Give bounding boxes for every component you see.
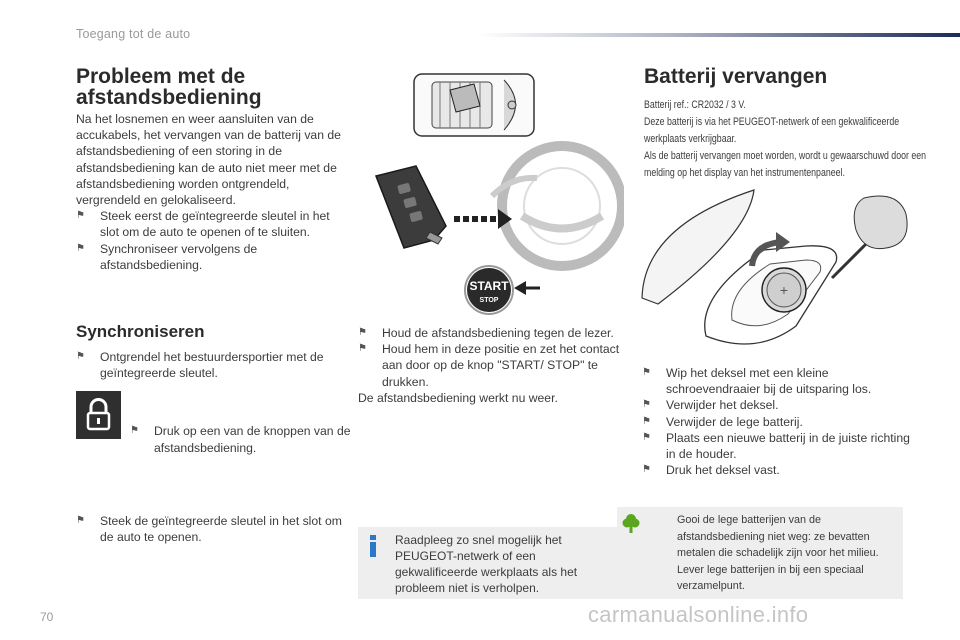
info-text: Raadpleeg zo snel mogelijk het PEUGEOT-netwerk of een gekwalificeerde werkplaats als het probleem niet is verholpen.	[395, 533, 578, 595]
flag-bullet-icon: ⚑	[642, 399, 651, 411]
problem-intro: Na het losnemen en weer aansluiten van de accukabels, het vervangen van de batterij van de afstandsbediening of een storing in de afstandsbediening kan de auto niet meer met de afstandsbediening worden ontgrendeld, vergrendeld en gelokaliseerd.	[76, 112, 341, 208]
flag-bullet-icon: ⚑	[642, 415, 651, 427]
problem-title-line1: Probleem met de	[76, 65, 246, 88]
problem-bullet-1: ⚑ Steek eerst de geïntegreerde sleutel in het slot om de auto te openen of te sluiten.	[76, 209, 330, 240]
key-sync-illustration	[362, 66, 624, 322]
battery-step-3: ⚑ Verwijder de lege batterij.	[642, 414, 803, 429]
battery-warning: Als de batterij vervangen moet worden, wordt u gewaarschuwd door een melding op het display van het instrumentenpaneel.	[644, 150, 927, 179]
flag-bullet-icon: ⚑	[642, 464, 651, 476]
middle-instructions	[358, 325, 623, 406]
page-number: 70	[40, 610, 54, 624]
screwdriver-icon	[832, 196, 907, 278]
flag-bullet-icon: ⚑	[358, 327, 367, 338]
sync-step-2: ⚑ Druk op een van de knoppen van de afstandsbediening.	[130, 424, 351, 455]
eco-box	[617, 507, 903, 599]
stop-label: STOP	[479, 297, 499, 304]
problem-body	[76, 111, 341, 273]
problem-bullet-2: ⚑ Synchroniseer vervolgens de afstandsbediening.	[76, 241, 258, 272]
middle-conclusion: De afstandsbediening werkt nu weer.	[358, 390, 558, 405]
sync-step-3: ⚑ Steek de geïntegreerde sleutel in het slot om de auto te openen.	[76, 513, 342, 545]
sync-step-1: ⚑ Ontgrendel het bestuurdersportier met de geïntegreerde sleutel.	[76, 350, 324, 381]
flag-bullet-icon: ⚑	[358, 343, 367, 355]
flag-bullet-icon: ⚑	[130, 425, 139, 437]
flag-bullet-icon: ⚑	[642, 431, 651, 443]
flag-bullet-icon: ⚑	[642, 367, 651, 378]
watermark: carmanualsonline.info	[588, 602, 809, 627]
problem-title	[76, 66, 346, 108]
flag-bullet-icon: ⚑	[76, 514, 85, 526]
problem-title-line2: afstandsbediening	[76, 86, 262, 109]
arrow-left-icon	[514, 281, 540, 295]
battery-availability: Deze batterij is via het PEUGEOT-netwerk of een gekwalificeerde werkplaats verkrijgbaar.	[644, 116, 900, 145]
flag-bullet-icon: ⚑	[76, 210, 85, 222]
battery-step-4: ⚑ Plaats een nieuwe batterij in de juiste richting in de houder.	[642, 430, 910, 462]
info-icon	[367, 535, 379, 557]
sync-title: Synchroniseren	[76, 322, 205, 341]
middle-bullet-2: ⚑ Houd hem in deze positie en zet het contact aan door op de knop "START/ STOP" te drukken.	[358, 342, 620, 389]
tree-icon	[622, 513, 640, 533]
car-top-view-icon	[414, 74, 534, 136]
start-stop-button-icon	[465, 266, 513, 314]
battery-step-1: ⚑ Wip het deksel met een kleine schroevendraaier bij de uitsparing los.	[642, 366, 872, 397]
steering-wheel-icon	[492, 146, 622, 266]
info-box	[358, 527, 620, 599]
flag-bullet-icon: ⚑	[76, 351, 85, 362]
battery-step-5: ⚑ Druk het deksel vast.	[642, 463, 780, 478]
start-label: START	[469, 279, 509, 293]
header-bar	[478, 33, 960, 37]
middle-bullet-1: ⚑ Houd de afstandsbediening tegen de lezer.	[358, 326, 614, 340]
eco-text: Gooi de lege batterijen van de afstandsbediening niet weg: ze bevatten metalen die schadelijk zijn voor het milieu. Lever lege batterijen in bij een speciaal verzamelpunt.	[677, 514, 879, 592]
flag-bullet-icon: ⚑	[76, 242, 85, 254]
battery-info	[644, 97, 926, 182]
battery-title: Batterij vervangen	[644, 65, 828, 88]
coin-battery-icon	[762, 268, 806, 312]
section-header: Toegang tot de auto	[76, 27, 191, 41]
padlock-icon	[76, 391, 121, 439]
battery-ref: Batterij ref.: CR2032 / 3 V.	[644, 99, 746, 111]
svg-text:+: +	[779, 282, 789, 298]
battery-step-2: ⚑ Verwijder het deksel.	[642, 398, 779, 413]
battery-steps	[642, 365, 912, 478]
key-fob-icon	[376, 166, 446, 248]
battery-illustration	[636, 186, 916, 356]
